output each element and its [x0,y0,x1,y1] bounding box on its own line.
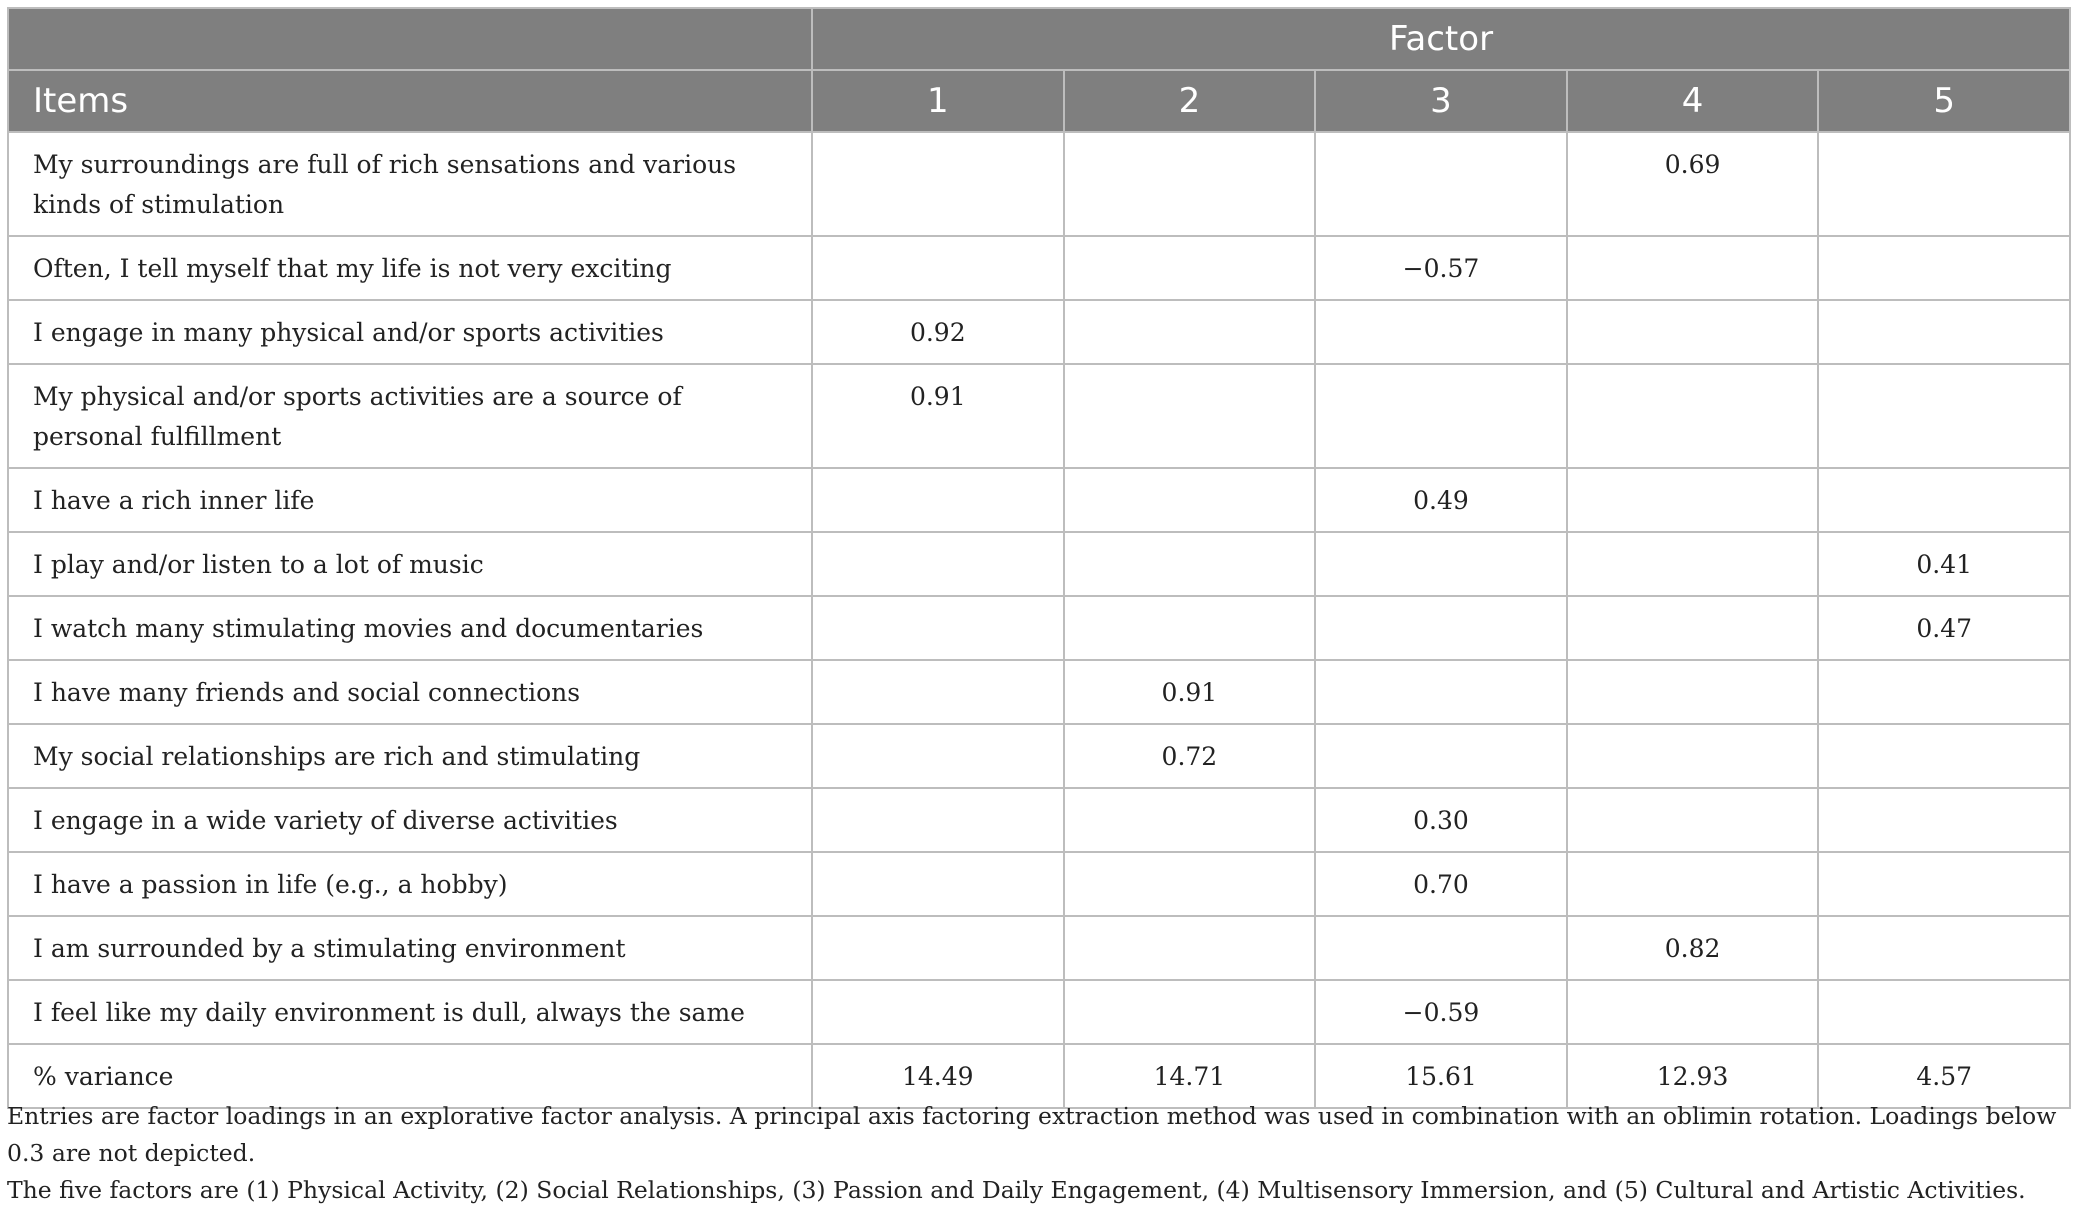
factor-loadings-table [7,7,2071,1109]
loading-cell-factor-3: 0.70 [1315,852,1567,916]
loading-cell-factor-5 [1818,724,2070,788]
loading-cell-factor-5 [1818,660,2070,724]
loading-cell-factor-1: 0.92 [812,300,1064,364]
loading-cell-factor-1: 0.91 [812,364,1064,468]
loading-cell-factor-3: −0.59 [1315,980,1567,1044]
loading-cell-factor-5 [1818,980,2070,1044]
item-label-cell: I watch many stimulating movies and documentaries [8,596,812,660]
loading-cell-factor-2: 14.71 [1064,1044,1316,1108]
loading-cell-factor-5 [1818,852,2070,916]
loading-cell-factor-4 [1567,236,1819,300]
table-row [8,596,2070,660]
loading-cell-factor-5: 0.41 [1818,532,2070,596]
loading-cell-factor-3 [1315,596,1567,660]
footnote-line: The five factors are (1) Physical Activity, (2) Social Relationships, (3) Passion and Daily Engagement, (4) Multisensory Immersion, and (5) Cultural and Artistic Activities. [7,1176,2026,1204]
loading-cell-factor-3 [1315,364,1567,468]
loading-cell-factor-4: 0.69 [1567,132,1819,236]
factor-column-header: 5 [1818,70,2070,132]
factor-column-header: 2 [1064,70,1316,132]
loading-cell-factor-3: 15.61 [1315,1044,1567,1108]
table-row [8,980,2070,1044]
loading-cell-factor-3 [1315,916,1567,980]
loading-cell-factor-4 [1567,364,1819,468]
table-header-row-columns [8,70,2070,132]
loading-cell-factor-4 [1567,468,1819,532]
factor-column-header: 3 [1315,70,1567,132]
loading-cell-factor-1 [812,660,1064,724]
loading-cell-factor-1 [812,596,1064,660]
loading-cell-factor-3 [1315,300,1567,364]
loading-cell-factor-4 [1567,788,1819,852]
loading-cell-factor-2 [1064,980,1316,1044]
loading-cell-factor-3: 0.49 [1315,468,1567,532]
loading-cell-factor-2 [1064,852,1316,916]
loading-cell-factor-4: 0.82 [1567,916,1819,980]
header-empty-cell [8,8,812,70]
loading-cell-factor-2 [1064,596,1316,660]
loading-cell-factor-3: −0.57 [1315,236,1567,300]
loading-cell-factor-1 [812,468,1064,532]
loading-cell-factor-4 [1567,660,1819,724]
table-footnote [7,1098,2069,1209]
loading-cell-factor-2 [1064,132,1316,236]
item-label-cell: My physical and/or sports activities are a source of personal fulfillment [8,364,812,468]
loading-cell-factor-1 [812,852,1064,916]
table-row [8,660,2070,724]
table-header-row-factor [8,8,2070,70]
item-label-cell: I engage in a wide variety of diverse activities [8,788,812,852]
loading-cell-factor-2 [1064,532,1316,596]
table-row [8,364,2070,468]
loading-cell-factor-1: 14.49 [812,1044,1064,1108]
item-label-cell: I play and/or listen to a lot of music [8,532,812,596]
loading-cell-factor-3 [1315,532,1567,596]
table-row [8,300,2070,364]
item-label-cell: I engage in many physical and/or sports activities [8,300,812,364]
loading-cell-factor-5 [1818,788,2070,852]
table-row [8,468,2070,532]
item-label-cell: I am surrounded by a stimulating environment [8,916,812,980]
factor-header: Factor [812,8,2070,70]
loading-cell-factor-1 [812,236,1064,300]
loading-cell-factor-1 [812,724,1064,788]
loading-cell-factor-1 [812,532,1064,596]
loading-cell-factor-3: 0.30 [1315,788,1567,852]
loading-cell-factor-4 [1567,724,1819,788]
item-label-cell: I have many friends and social connections [8,660,812,724]
item-label-cell: % variance [8,1044,812,1108]
loading-cell-factor-4 [1567,300,1819,364]
factor-loadings-table-container [7,7,2069,1109]
factor-column-header: 4 [1567,70,1819,132]
loading-cell-factor-3 [1315,132,1567,236]
table-row [8,532,2070,596]
items-header: Items [8,70,812,132]
loading-cell-factor-4 [1567,852,1819,916]
loading-cell-factor-1 [812,916,1064,980]
loading-cell-factor-5 [1818,916,2070,980]
table-row [8,236,2070,300]
loading-cell-factor-2: 0.91 [1064,660,1316,724]
loading-cell-factor-3 [1315,724,1567,788]
loading-cell-factor-4 [1567,532,1819,596]
loading-cell-factor-5 [1818,132,2070,236]
item-label-cell: I have a rich inner life [8,468,812,532]
table-body [8,132,2070,1108]
item-label-cell: Often, I tell myself that my life is not very exciting [8,236,812,300]
loading-cell-factor-5 [1818,364,2070,468]
loading-cell-factor-4 [1567,596,1819,660]
item-label-cell: My surroundings are full of rich sensations and various kinds of stimulation [8,132,812,236]
table-row [8,132,2070,236]
loading-cell-factor-2 [1064,300,1316,364]
table-row [8,916,2070,980]
loading-cell-factor-2: 0.72 [1064,724,1316,788]
footnote-line: Entries are factor loadings in an explorative factor analysis. A principal axis factoring extraction method was used in combination with an oblimin rotation. Loadings below 0.3 are not depicted. [7,1102,2057,1167]
loading-cell-factor-2 [1064,236,1316,300]
loading-cell-factor-4 [1567,980,1819,1044]
table-row [8,788,2070,852]
loading-cell-factor-2 [1064,788,1316,852]
item-label-cell: I feel like my daily environment is dull, always the same [8,980,812,1044]
loading-cell-factor-2 [1064,916,1316,980]
loading-cell-factor-1 [812,980,1064,1044]
factor-column-header: 1 [812,70,1064,132]
table-row [8,852,2070,916]
loading-cell-factor-5 [1818,468,2070,532]
loading-cell-factor-1 [812,132,1064,236]
item-label-cell: I have a passion in life (e.g., a hobby) [8,852,812,916]
loading-cell-factor-2 [1064,364,1316,468]
loading-cell-factor-2 [1064,468,1316,532]
loading-cell-factor-5: 0.47 [1818,596,2070,660]
loading-cell-factor-5 [1818,236,2070,300]
loading-cell-factor-1 [812,788,1064,852]
loading-cell-factor-4: 12.93 [1567,1044,1819,1108]
loading-cell-factor-3 [1315,660,1567,724]
loading-cell-factor-5 [1818,300,2070,364]
table-row [8,724,2070,788]
item-label-cell: My social relationships are rich and stimulating [8,724,812,788]
loading-cell-factor-5: 4.57 [1818,1044,2070,1108]
